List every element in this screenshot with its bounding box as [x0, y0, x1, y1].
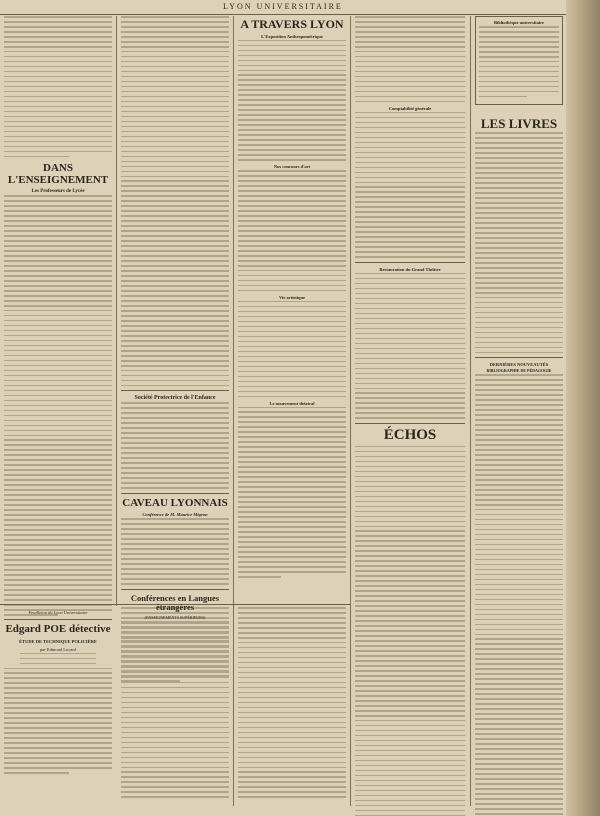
conferences-sub: (ENSEIGNEMENTS SUPÉRIEURS) — [144, 614, 206, 620]
bibliotheque-box — [475, 16, 563, 105]
column-rule — [116, 16, 117, 606]
subheading-amateurs: Nos concours d'art — [273, 164, 311, 170]
heading-conferences: Conférences en Langues étrangères — [130, 592, 220, 612]
heading-livres: LES LIVRES — [480, 115, 558, 131]
subheading-theatre: Le mouvement théatral — [269, 400, 315, 406]
feuilleton-column-3 — [238, 607, 346, 801]
column-1 — [4, 16, 112, 619]
heading-travers-lyon: A TRAVERS LYON — [240, 17, 344, 31]
subheading-nouveautes: DERNIÈRES NOUVEAUTÉS — [489, 362, 549, 368]
article-text — [4, 16, 112, 157]
subheading-artistique: Vie artistique — [279, 294, 305, 300]
column-3 — [238, 16, 346, 581]
article-text — [4, 195, 112, 615]
poe-byline: par Edmond Locard — [40, 646, 76, 652]
subheading-protectrice: Société Protectrice de l'Enfance — [134, 395, 216, 402]
heading-poe: Edgard POE détective — [5, 623, 111, 635]
column-rule — [350, 16, 351, 806]
masthead: LYON UNIVERSITAIRE — [0, 0, 566, 15]
column-4 — [355, 16, 465, 816]
feuilleton-label: Feuilleton du Lyon Universitaire — [28, 610, 88, 615]
column-rule — [233, 16, 234, 806]
box-title: Bibliothèque universitaire — [493, 20, 545, 25]
caveau-sub: Conférence de M. Maurice Migeon — [142, 512, 208, 518]
subheading-lycees: Les Professeurs de Lycée — [31, 189, 85, 195]
subheading-grand-theatre: Restauration du Grand Théâtre — [379, 266, 441, 272]
subheading-poe: ÉTUDE DE TECHNIQUE POLICIÈRE — [19, 638, 97, 644]
subheading-comptabilite: Comptabilité générale — [388, 105, 432, 111]
column-2 — [121, 16, 229, 685]
page-binding-edge — [566, 0, 600, 816]
heading-caveau: CAVEAU LYONNAIS — [122, 496, 228, 509]
heading-enseignement: DANS L'ENSEIGNEMENT — [7, 162, 109, 186]
article-text — [4, 653, 112, 774]
subheading-anthropo: L'Exposition Anthropométrique — [261, 33, 323, 39]
heading-echos: ÉCHOS — [383, 427, 437, 443]
column-5 — [475, 16, 563, 816]
subheading-bibliographie: BIBLIOGRAPHIE DE PÉDAGOGIE — [486, 368, 552, 374]
feuilleton-column — [4, 607, 112, 777]
column-rule — [470, 16, 471, 806]
